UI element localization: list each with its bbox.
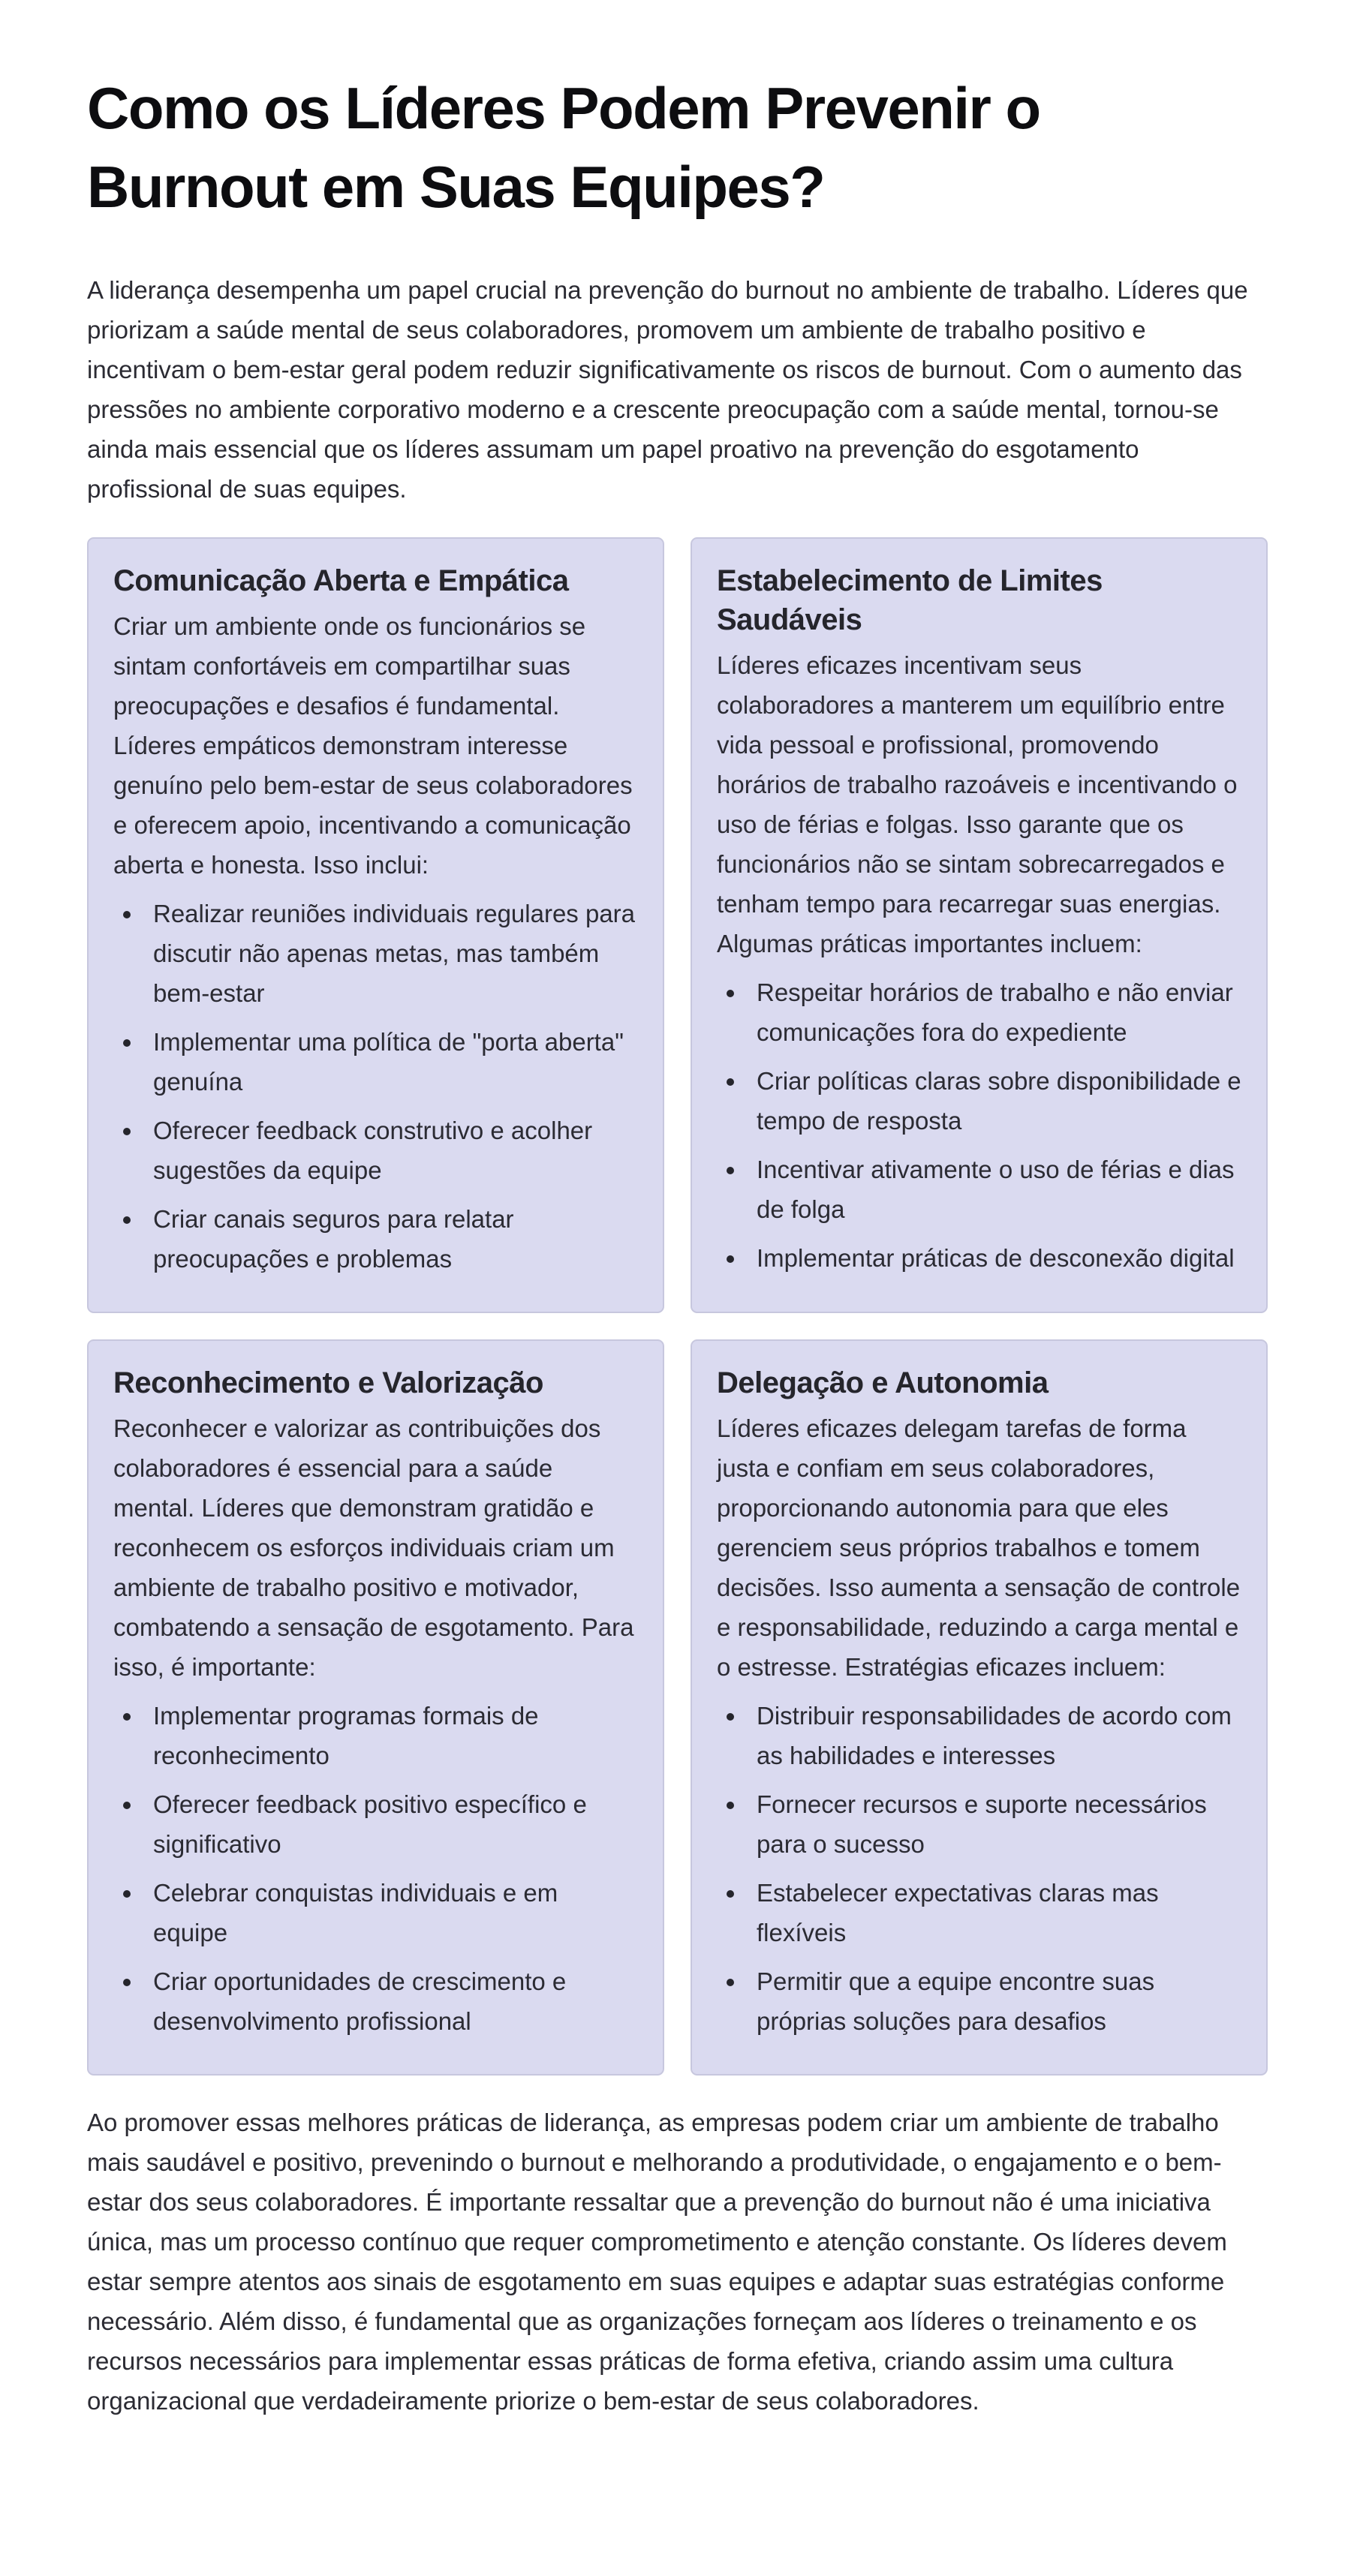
bullet-icon (123, 1713, 131, 1721)
practices-grid (87, 537, 1267, 2076)
closing-paragraph: Ao promover essas melhores práticas de liderança, as empresas podem criar um ambiente de trabalho mais saudável e positivo, prevenindo o burnout e melhorando a produtividade, o engajamento e o bem-estar dos seus colaboradores. É importante ressaltar que a prevenção do burnout não é uma iniciativa única, mas um processo contínuo que requer comprometimento e atenção constante. Os líderes devem estar sempre atentos aos sinais de esgotamento em suas equipes e adaptar suas estratégias conforme necessário. Além disso, é fundamental que as organizações forneçam aos líderes o treinamento e os recursos necessários para implementar essas práticas de forma efetiva, criando assim uma cultura organizacional que verdadeiramente priorize o bem-estar de seus colaboradores. (87, 2109, 1227, 2415)
card-text: Líderes eficazes delegam tarefas de forma justa e confiam em seus colaboradores, proporcionando autonomia para que eles gerenciem seus próprios trabalhos e tomem decisões. Isso aumenta a sensação de controle e responsabilidade, reduzindo a carga mental e o estresse. Estratégias eficazes incluem: (717, 1414, 1241, 1681)
list-item-text: Realizar reuniões individuais regulares para discutir não apenas metas, mas também bem-estar (153, 900, 636, 1007)
list-item-text: Permitir que a equipe encontre suas próprias soluções para desafios (757, 1967, 1155, 2035)
list-item-text: Celebrar conquistas individuais e em equipe (153, 1879, 558, 1946)
list-item (153, 1199, 638, 1279)
card-list (113, 1696, 638, 2041)
card-list (717, 1696, 1241, 2041)
list-item (757, 1238, 1241, 1278)
bullet-icon (123, 1128, 131, 1135)
card-heading: Estabelecimento de Limites Saudáveis (717, 564, 1103, 636)
list-item (757, 972, 1241, 1052)
list-item-text: Respeitar horários de trabalho e não enviar comunicações fora do expediente (757, 978, 1233, 1046)
list-item (153, 1696, 638, 1775)
list-item-text: Distribuir responsabilidades de acordo com as habilidades e interesses (757, 1702, 1232, 1769)
bullet-icon (123, 1039, 131, 1047)
card-list (717, 972, 1241, 1278)
card-heading: Delegação e Autonomia (717, 1366, 1049, 1399)
list-item-text: Criar canais seguros para relatar preocupações e problemas (153, 1205, 514, 1273)
bullet-icon (727, 1713, 734, 1721)
bullet-icon (727, 1167, 734, 1174)
list-item (757, 1961, 1241, 2041)
intro-paragraph: A liderança desempenha um papel crucial na prevenção do burnout no ambiente de trabalho. Líderes que priorizam a saúde mental de seus colaboradores, promovem um ambiente de trabalho positivo e incentivam o bem-estar geral podem reduzir significativamente os riscos de burnout. Com o aumento das pressões no ambiente corporativo moderno e a crescente preocupação com a saúde mental, tornou-se ainda mais essencial que os líderes assumam um papel proativo na prevenção do esgotamento profissional de suas equipes. (87, 276, 1248, 503)
list-item (757, 1696, 1241, 1775)
bullet-icon (727, 1890, 734, 1898)
list-item (757, 1784, 1241, 1864)
bullet-icon (123, 1979, 131, 1986)
bullet-icon (123, 1216, 131, 1224)
list-item-text: Oferecer feedback positivo específico e significativo (153, 1790, 587, 1858)
bullet-icon (727, 1255, 734, 1263)
list-item (757, 1061, 1241, 1141)
list-item-text: Fornecer recursos e suporte necessários para o sucesso (757, 1790, 1207, 1858)
list-item (153, 894, 638, 1013)
card-text: Criar um ambiente onde os funcionários se sintam confortáveis em compartilhar suas preocupações e desafios é fundamental. Líderes empáticos demonstram interesse genuíno pelo bem-estar de seus colaboradores e oferecem apoio, incentivando a comunicação aberta e honesta. Isso inclui: (113, 612, 633, 879)
list-item-text: Criar políticas claras sobre disponibilidade e tempo de resposta (757, 1067, 1241, 1135)
list-item-text: Implementar práticas de desconexão digital (757, 1244, 1235, 1272)
bullet-icon (123, 1802, 131, 1809)
bullet-icon (727, 1802, 734, 1809)
list-item (153, 1111, 638, 1190)
list-item-text: Estabelecer expectativas claras mas flexíveis (757, 1879, 1159, 1946)
bullet-icon (727, 1078, 734, 1086)
bullet-icon (727, 990, 734, 997)
card-heading: Reconhecimento e Valorização (113, 1366, 543, 1399)
bullet-icon (123, 1890, 131, 1898)
page-title: Como os Líderes Podem Prevenir o Burnout em Suas Equipes? (87, 75, 1040, 220)
list-item (153, 1961, 638, 2041)
list-item (757, 1150, 1241, 1229)
card-recognition (87, 1339, 664, 2076)
card-heading: Comunicação Aberta e Empática (113, 564, 569, 597)
list-item-text: Implementar programas formais de reconhecimento (153, 1702, 539, 1769)
card-boundaries (691, 537, 1268, 1313)
bullet-icon (727, 1979, 734, 1986)
list-item-text: Oferecer feedback construtivo e acolher sugestões da equipe (153, 1117, 593, 1184)
card-communication (87, 537, 664, 1313)
list-item-text: Implementar uma política de "porta aberta" genuína (153, 1028, 624, 1096)
card-list (113, 894, 638, 1279)
list-item (757, 1873, 1241, 1952)
card-text: Reconhecer e valorizar as contribuições dos colaboradores é essencial para a saúde mental. Líderes que demonstram gratidão e reconhecem os esforços individuais criam um ambiente de trabalho positivo e motivador, combatendo a sensação de esgotamento. Para isso, é importante: (113, 1414, 634, 1681)
card-delegation (691, 1339, 1268, 2076)
bullet-icon (123, 911, 131, 918)
list-item-text: Criar oportunidades de crescimento e desenvolvimento profissional (153, 1967, 567, 2035)
list-item (153, 1022, 638, 1102)
card-text: Líderes eficazes incentivam seus colaboradores a manterem um equilíbrio entre vida pessoal e profissional, promovendo horários de trabalho razoáveis e incentivando o uso de férias e folgas. Isso garante que os funcionários não se sintam sobrecarregados e tenham tempo para recarregar suas energias. Algumas práticas importantes incluem: (717, 651, 1238, 957)
list-item (153, 1873, 638, 1952)
list-item-text: Incentivar ativamente o uso de férias e dias de folga (757, 1156, 1235, 1223)
list-item (153, 1784, 638, 1864)
